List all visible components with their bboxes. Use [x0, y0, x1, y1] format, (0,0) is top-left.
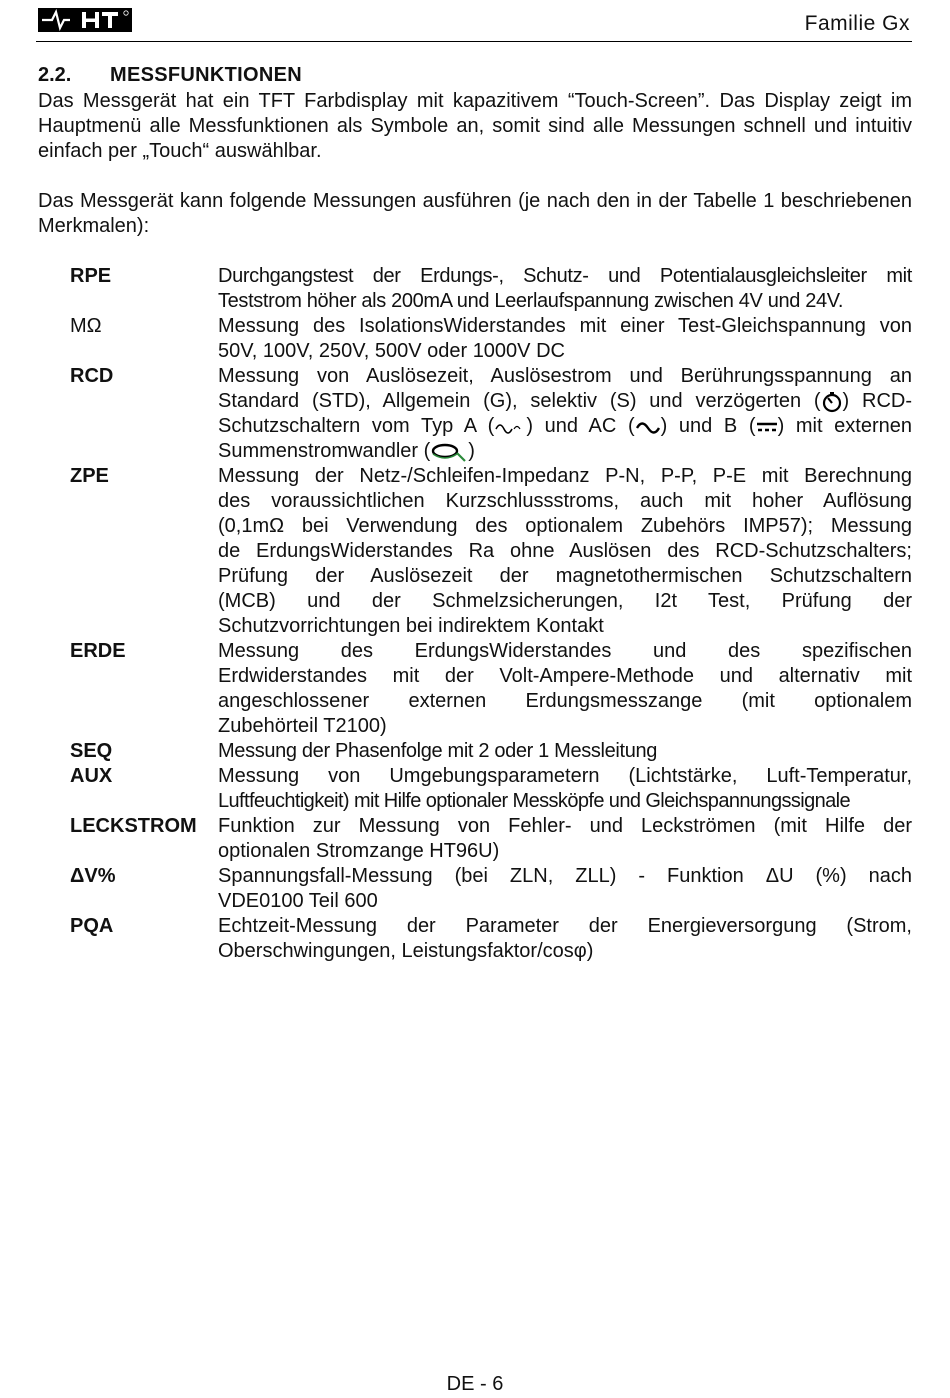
function-description	[218, 314, 912, 364]
function-term: MΩ	[70, 315, 102, 337]
function-description	[218, 739, 912, 764]
description-line: 50V, 100V, 250V, 500V oder 1000V DC	[218, 340, 565, 362]
text-fragment: ) und B (	[660, 415, 756, 437]
rcd-type-a-icon	[494, 419, 526, 435]
description-line: Echtzeit-Messung der Parameter der Energieversorgung (Strom,	[218, 915, 912, 937]
function-row-rpe	[70, 264, 912, 314]
function-term: RPE	[70, 265, 112, 287]
description-line: Erdwiderstandes mit der Volt-Ampere-Methode und alternativ mit	[218, 665, 912, 687]
description-line: Luftfeuchtigkeit) mit Hilfe optionaler Messköpfe und Gleichspannungssignale	[218, 790, 851, 812]
section-title: MESSFUNKTIONEN	[110, 64, 302, 86]
function-description	[218, 864, 912, 914]
function-term: ΔV%	[70, 865, 116, 887]
current-transformer-icon	[430, 442, 468, 462]
description-line: Funktion zur Messung von Fehler- und Leckströmen (mit Hilfe der	[218, 815, 912, 837]
function-row-zpe	[70, 464, 912, 639]
description-line: (0,1mΩ bei Verwendung des optionalem Zubehörs IMP57); Messung	[218, 515, 912, 537]
function-row-leckstrom	[70, 814, 912, 864]
description-line: Messung des ErdungsWiderstandes und des spezifischen	[218, 640, 912, 662]
rcd-type-b-icon	[756, 419, 778, 435]
description-line: Durchgangstest der Erdungs-, Schutz- und Potentialausgleichsleiter mit	[218, 265, 912, 287]
function-list	[70, 264, 912, 964]
description-line: Schutzvorrichtungen bei indirektem Kontakt	[218, 615, 604, 637]
function-description	[218, 814, 912, 864]
description-line: Messung des IsolationsWiderstandes mit einer Test-Gleichspannung von	[218, 315, 912, 337]
text-fragment: )	[468, 440, 475, 462]
description-line: Messung von Umgebungsparametern (Lichtstärke, Luft-Temperatur,	[218, 765, 912, 787]
section-heading	[38, 64, 302, 87]
function-row-erde	[70, 639, 912, 739]
rcd-type-ac-icon	[635, 419, 661, 435]
description-line: Prüfung der Auslösezeit der magnetothermischen Schutzschaltern	[218, 565, 912, 587]
text-fragment: Schutzschaltern vom Typ A (	[218, 415, 495, 437]
description-line: Oberschwingungen, Leistungsfaktor/cosφ)	[218, 940, 594, 962]
text-fragment: Summenstromwandler (	[218, 440, 431, 462]
delayed-rcd-icon	[821, 391, 843, 413]
section-number: 2.2.	[38, 64, 72, 86]
function-term: LECKSTROM	[70, 815, 197, 837]
function-description	[218, 364, 912, 464]
description-line: Teststrom höher als 200mA und Leerlaufspannung zwischen 4V und 24V.	[218, 290, 844, 312]
description-line: Spannungsfall-Messung (bei ZLN, ZLL) - Funktion ΔU (%) nach	[218, 865, 912, 887]
page-number: DE - 6	[446, 1373, 504, 1395]
function-row-seq	[70, 739, 912, 764]
text-fragment: ) RCD-	[842, 390, 912, 412]
document-title: Familie Gx	[804, 12, 910, 35]
text-fragment: ) und AC (	[526, 415, 635, 437]
description-line: (MCB) und der Schmelzsicherungen, I2t Test, Prüfung der	[218, 590, 912, 612]
function-term: AUX	[70, 765, 113, 787]
function-description	[218, 464, 912, 639]
description-line: optionalen Stromzange HT96U)	[218, 840, 500, 862]
function-term: SEQ	[70, 740, 113, 762]
description-line	[218, 439, 912, 464]
description-line: VDE0100 Teil 600	[218, 890, 378, 912]
function-row-rcd	[70, 364, 912, 464]
description-line: Messung der Netz-/Schleifen-Impedanz P-N, P-P, P-E mit Berechnung	[218, 465, 912, 487]
header-rule	[36, 41, 912, 42]
function-term: PQA	[70, 915, 114, 937]
function-description	[218, 914, 912, 964]
function-row-aux	[70, 764, 912, 814]
intro-paragraph-2: Das Messgerät kann folgende Messungen ausführen (je nach den in der Tabelle 1 beschriebenen Merkmalen):	[38, 190, 912, 237]
function-description	[218, 764, 912, 814]
function-description	[218, 639, 912, 739]
function-row-pqa	[70, 914, 912, 964]
description-line	[218, 389, 912, 414]
text-fragment: Standard (STD), Allgemein (G), selektiv (S) und verzögerten (	[218, 390, 821, 412]
text-fragment: ) mit externen	[777, 415, 912, 437]
function-term: ZPE	[70, 465, 109, 487]
description-line: Zubehörteil T2100)	[218, 715, 387, 737]
description-line: Messung von Auslösezeit, Auslösestrom und Berührungsspannung an	[218, 365, 912, 387]
function-description	[218, 264, 912, 314]
description-line: de ErdungsWiderstandes Ra ohne Auslösen des RCD-Schutzschalters;	[218, 540, 912, 562]
function-term: ERDE	[70, 640, 126, 662]
description-line: angeschlossener externen Erdungsmesszange (mit optionalem	[218, 690, 912, 712]
ht-logo	[38, 8, 132, 32]
intro-paragraph-1: Das Messgerät hat ein TFT Farbdisplay mit kapazitivem “Touch-Screen”. Das Display zeigt im Hauptmenü alle Messfunktionen als Symbole an, somit sind alle Messungen schnell und intuitiv einfach per „Touch“ auswählbar.	[38, 90, 912, 162]
function-row-insulation	[70, 314, 912, 364]
description-line: Messung der Phasenfolge mit 2 oder 1 Messleitung	[218, 740, 658, 762]
function-term: RCD	[70, 365, 114, 387]
description-line: des voraussichtlichen Kurzschlussstroms, auch mit hoher Auflösung	[218, 490, 912, 512]
description-line	[218, 414, 912, 439]
function-row-voltage-drop	[70, 864, 912, 914]
